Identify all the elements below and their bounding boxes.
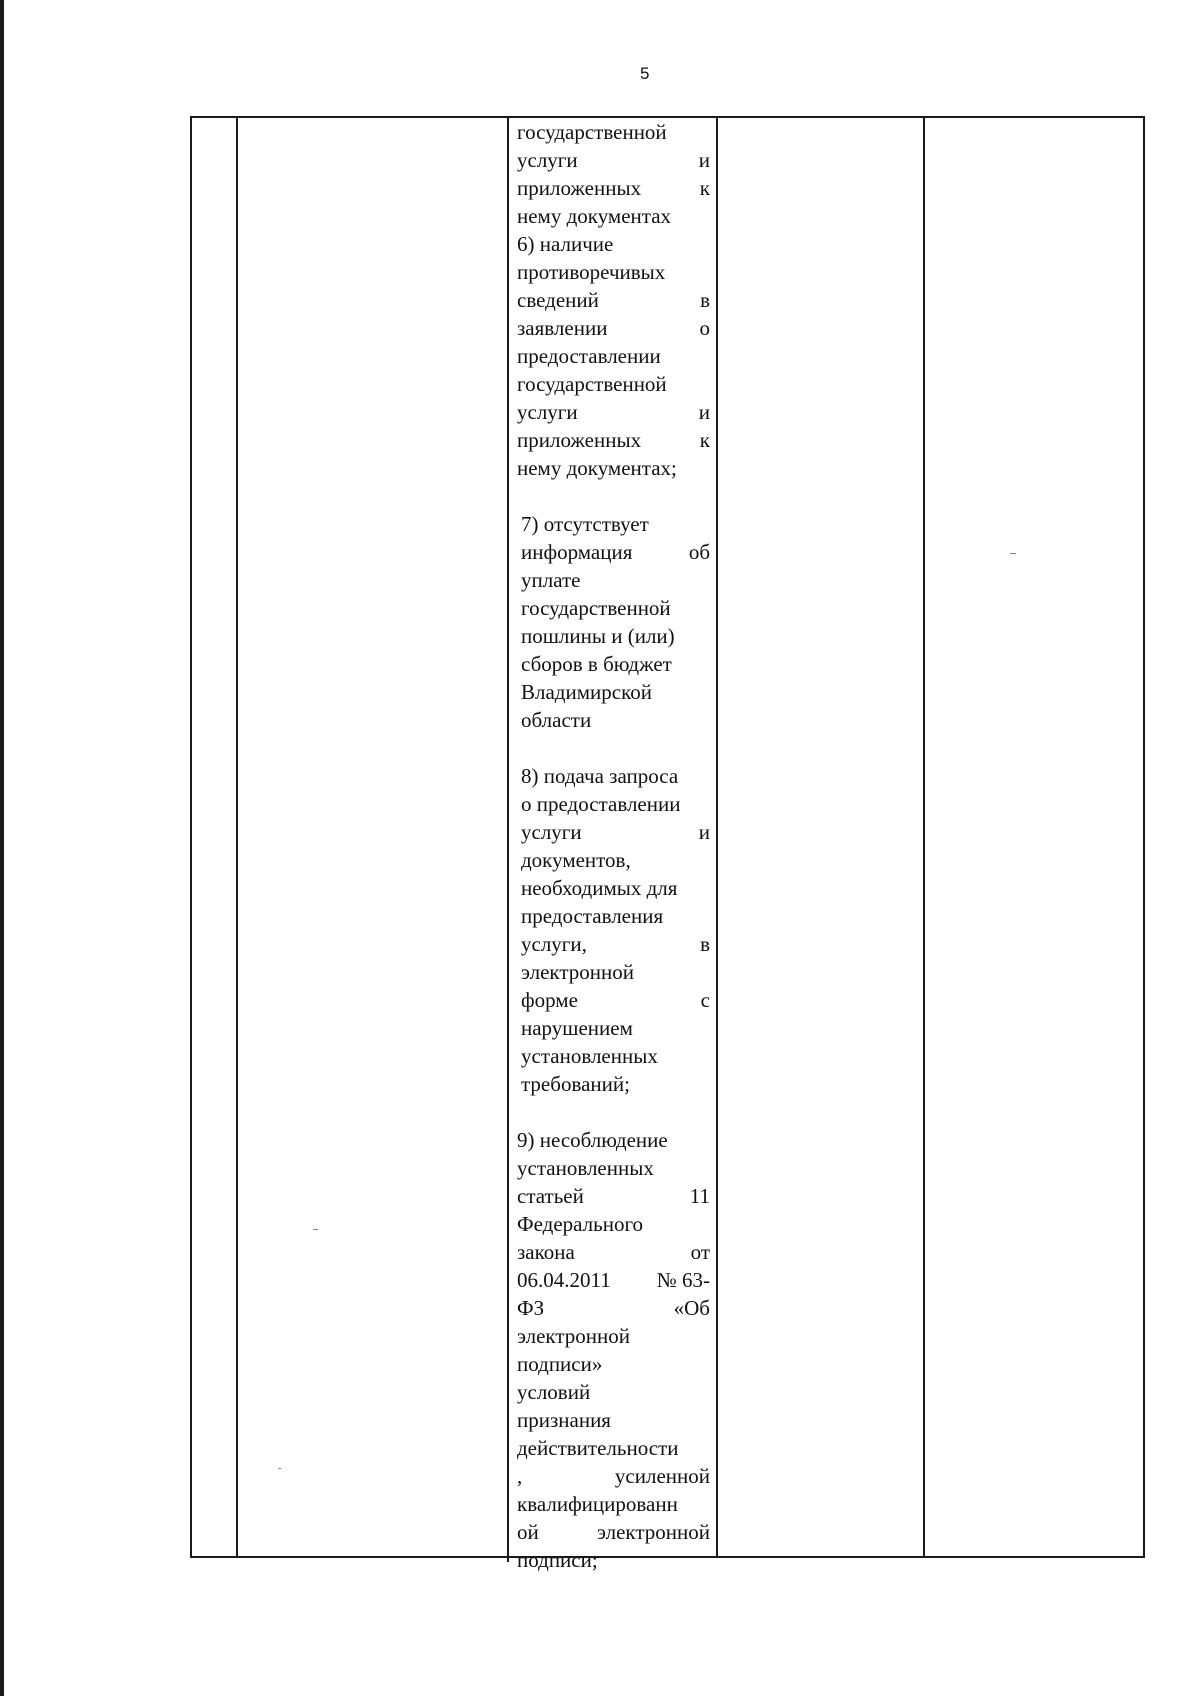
cell-text-line [517, 230, 710, 258]
cell-text-fragment: о [699, 316, 710, 340]
cell-text-line [517, 398, 710, 426]
cell-paragraph-intro [517, 118, 710, 230]
cell-text-fragment: сборов в бюджет [521, 652, 672, 676]
cell-text-line [517, 1266, 710, 1294]
cell-text-line [517, 1154, 710, 1182]
cell-text-line [521, 510, 710, 538]
cell-text-line [517, 1350, 710, 1378]
cell-text-line [521, 790, 710, 818]
cell-text-fragment: усиленной [614, 1464, 710, 1488]
cell-text-fragment: уплате [521, 568, 581, 592]
cell-text-line [521, 622, 710, 650]
cell-text-line [521, 706, 710, 734]
cell-text-fragment: приложенных [517, 176, 642, 200]
cell-text-fragment: действительности [517, 1436, 679, 1460]
cell-text-fragment: 9) несоблюдение [517, 1128, 668, 1152]
cell-text-line [521, 762, 710, 790]
cell-text-line [517, 1546, 710, 1574]
cell-text-line [521, 566, 710, 594]
cell-text-line [521, 958, 710, 986]
table-column-border [1143, 116, 1145, 1558]
cell-text-fragment: услуги [521, 820, 582, 844]
cell-text-fragment: требований; [521, 1072, 630, 1096]
cell-text-line [517, 342, 710, 370]
cell-text-line [517, 1294, 710, 1322]
cell-text-fragment: квалифицированн [517, 1492, 678, 1516]
cell-text-fragment: признания [517, 1408, 611, 1432]
cell-text-fragment: «Об [673, 1296, 710, 1320]
cell-text-fragment: нему документах [517, 204, 672, 228]
scan-speck [278, 1468, 281, 1469]
cell-text-line [517, 1126, 710, 1154]
cell-text-fragment: установленных [521, 1044, 658, 1068]
cell-text-fragment: информация [521, 540, 633, 564]
cell-text-line [517, 1434, 710, 1462]
cell-text-line [521, 1014, 710, 1042]
cell-text-fragment: электронной [517, 1324, 631, 1348]
scan-edge-shadow [0, 0, 4, 1696]
cell-text-fragment: от [690, 1240, 710, 1264]
cell-text-fragment: в [700, 288, 710, 312]
cell-text-fragment: ой [517, 1520, 539, 1544]
table-column-border [923, 116, 925, 1558]
cell-text-fragment: подписи» [517, 1352, 603, 1376]
cell-text-fragment: приложенных [517, 428, 642, 452]
cell-text-fragment: Владимирской [521, 680, 652, 704]
cell-text-fragment: государственной [517, 372, 667, 396]
cell-text-fragment: нарушением [521, 1016, 633, 1040]
cell-text-fragment: 6) наличие [517, 232, 614, 256]
cell-text-line [521, 902, 710, 930]
cell-text-line [517, 258, 710, 286]
cell-text-fragment: услуги [517, 400, 578, 424]
cell-text-fragment: 11 [689, 1184, 710, 1208]
cell-text-fragment: подписи; [517, 1548, 598, 1572]
cell-text-fragment: условий [517, 1380, 591, 1404]
cell-text-fragment: , [517, 1464, 523, 1488]
cell-text-fragment: ФЗ [517, 1296, 545, 1320]
cell-text-line [517, 1518, 710, 1546]
cell-text-line [517, 286, 710, 314]
cell-text-line [517, 1210, 710, 1238]
cell-text-fragment: документов, [521, 848, 631, 872]
cell-text-fragment: предоставления [521, 904, 664, 928]
table-column-border [507, 116, 509, 1562]
cell-text-line [517, 314, 710, 342]
cell-text-line [517, 118, 710, 146]
cell-text-line [517, 426, 710, 454]
cell-text-fragment: предоставлении [517, 344, 661, 368]
cell-text-fragment: 7) отсутствует [521, 512, 649, 536]
cell-text-fragment: заявлении [517, 316, 608, 340]
cell-text-line [521, 846, 710, 874]
cell-text-fragment: услуги, [521, 932, 587, 956]
cell-text-line [517, 1238, 710, 1266]
cell-text-fragment: форме [521, 988, 578, 1012]
cell-paragraph-item-6 [517, 230, 710, 482]
cell-text-fragment: области [521, 708, 592, 732]
cell-text-line [521, 930, 710, 958]
cell-text-line [521, 986, 710, 1014]
cell-text-line [517, 1322, 710, 1350]
cell-text-fragment: об [688, 540, 710, 564]
cell-text-fragment: статьей [517, 1184, 584, 1208]
table-cell-grounds-text [517, 118, 710, 1574]
cell-paragraph-item-8 [517, 762, 710, 1098]
cell-text-fragment: сведений [517, 288, 599, 312]
cell-paragraph-item-7 [517, 510, 710, 734]
cell-text-fragment: с [700, 988, 710, 1012]
cell-text-line [517, 454, 710, 482]
cell-text-fragment: 8) подача запроса [521, 764, 679, 788]
cell-text-fragment: в [700, 932, 710, 956]
cell-text-line [517, 1182, 710, 1210]
cell-text-line [521, 874, 710, 902]
cell-text-line [517, 174, 710, 202]
cell-text-fragment: к [699, 428, 710, 452]
cell-text-fragment: противоречивых [517, 260, 666, 284]
cell-text-line [521, 594, 710, 622]
cell-text-fragment: государственной [517, 120, 667, 144]
cell-text-line [521, 538, 710, 566]
cell-text-line [521, 1042, 710, 1070]
cell-text-fragment: электронной [596, 1520, 710, 1544]
cell-text-line [521, 678, 710, 706]
cell-text-fragment: о предоставлении [521, 792, 681, 816]
cell-paragraph-item-9 [517, 1126, 710, 1574]
cell-text-fragment: необходимых для [521, 876, 678, 900]
scan-speck [313, 1229, 318, 1230]
cell-text-fragment: и [698, 148, 710, 172]
page-number: 5 [640, 64, 650, 83]
cell-text-fragment: нему документах; [517, 456, 677, 480]
cell-text-line [517, 370, 710, 398]
cell-text-line [521, 1070, 710, 1098]
cell-text-fragment: и [698, 820, 710, 844]
cell-text-fragment: электронной [521, 960, 635, 984]
cell-text-fragment: № 63- [656, 1268, 710, 1292]
table-column-border [236, 116, 238, 1558]
cell-text-line [521, 818, 710, 846]
cell-text-fragment: и [698, 400, 710, 424]
cell-text-fragment: 06.04.2011 [517, 1268, 611, 1292]
cell-text-line [521, 650, 710, 678]
cell-text-fragment: государственной [521, 596, 671, 620]
cell-text-line [517, 202, 710, 230]
cell-text-fragment: закона [517, 1240, 575, 1264]
cell-text-line [517, 146, 710, 174]
cell-text-fragment: установленных [517, 1156, 654, 1180]
cell-text-line [517, 1378, 710, 1406]
cell-text-fragment: пошлины и (или) [521, 624, 675, 648]
cell-text-fragment: Федерального [517, 1212, 644, 1236]
cell-text-line [517, 1490, 710, 1518]
scan-speck [1010, 553, 1016, 554]
table-column-border [190, 116, 192, 1558]
cell-text-fragment: услуги [517, 148, 578, 172]
table-column-border [716, 116, 718, 1558]
cell-text-line [517, 1462, 710, 1490]
cell-text-fragment: к [699, 176, 710, 200]
cell-text-line [517, 1406, 710, 1434]
